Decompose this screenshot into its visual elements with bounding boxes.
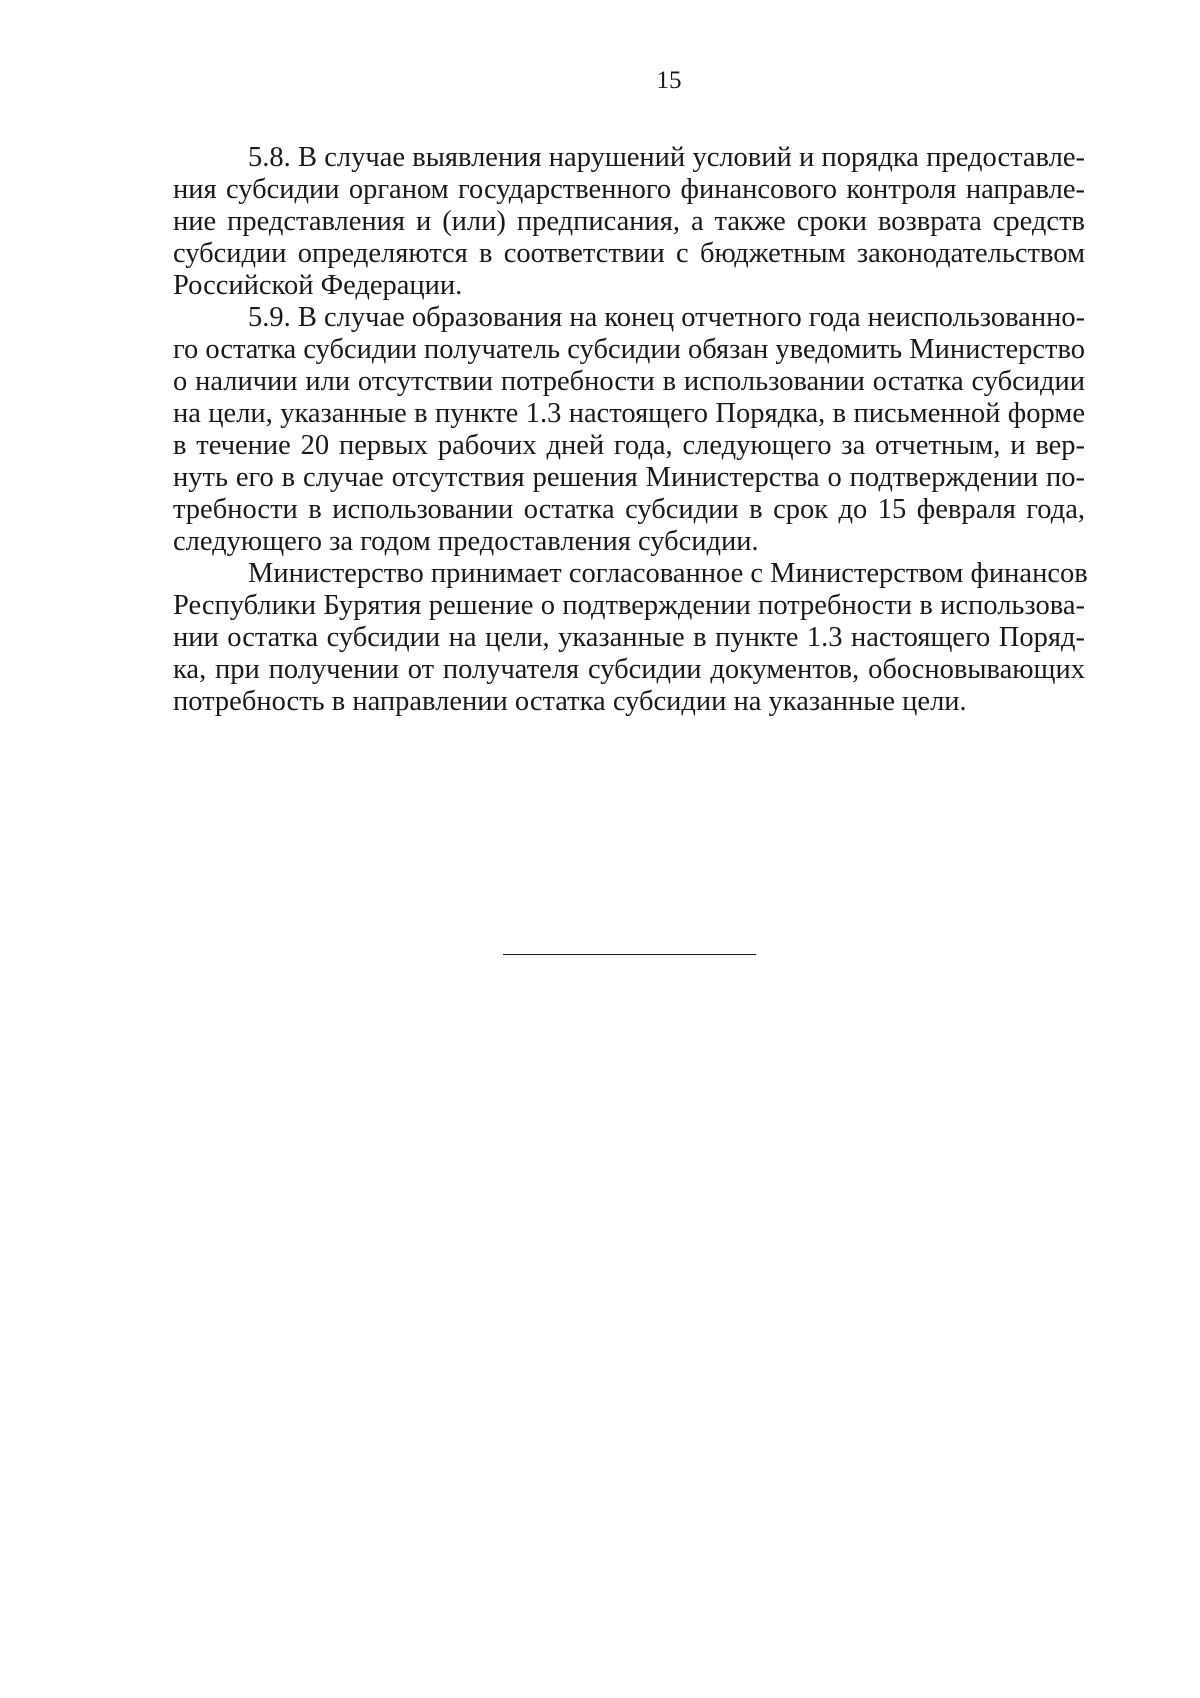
text-line: в течение 20 первых рабочих дней года, следующего за отчетным, и вер- <box>173 430 1085 461</box>
text-line: следующего за годом предоставления субсидии. <box>173 526 759 557</box>
text-line: 5.8. В случае выявления нарушений условий и порядка предоставле- <box>248 142 1085 173</box>
text-line: ние представления и (или) предписания, а также сроки возврата средств <box>173 206 1085 237</box>
text-line: Республики Бурятия решение о подтверждении потребности в использова- <box>173 590 1085 621</box>
page-number: 15 <box>656 67 682 94</box>
text-line: на цели, указанные в пункте 1.3 настоящего Порядка, в письменной форме <box>173 398 1085 429</box>
text-line: нии остатка субсидии на цели, указанные в пункте 1.3 настоящего Поряд- <box>173 622 1085 653</box>
end-of-document-rule <box>503 954 756 955</box>
text-line: Министерство принимает согласованное с Министерством финансов <box>248 558 1088 589</box>
text-line: 5.9. В случае образования на конец отчетного года неиспользованно- <box>248 302 1086 333</box>
text-line: нуть его в случае отсутствия решения Министерства о подтверждении по- <box>173 462 1085 493</box>
text-line: о наличии или отсутствии потребности в использовании остатка субсидии <box>173 366 1085 397</box>
text-line: ния субсидии органом государственного финансового контроля направле- <box>173 174 1085 205</box>
text-line: го остатка субсидии получатель субсидии обязан уведомить Министерство <box>173 334 1086 365</box>
document-body <box>173 142 1088 718</box>
paragraph-5-8 <box>173 142 1085 302</box>
text-line: субсидии определяются в соответствии с бюджетным законодательством <box>173 238 1085 269</box>
text-line: ка, при получении от получателя субсидии документов, обосновывающих <box>173 654 1085 685</box>
text-line: требности в использовании остатка субсидии в срок до 15 февраля года, <box>173 494 1085 525</box>
text-line: Российской Федерации. <box>173 270 463 301</box>
paragraph-ministry-decision <box>173 558 1088 718</box>
paragraph-5-9 <box>173 302 1085 558</box>
text-line: потребность в направлении остатка субсидии на указанные цели. <box>173 686 967 717</box>
